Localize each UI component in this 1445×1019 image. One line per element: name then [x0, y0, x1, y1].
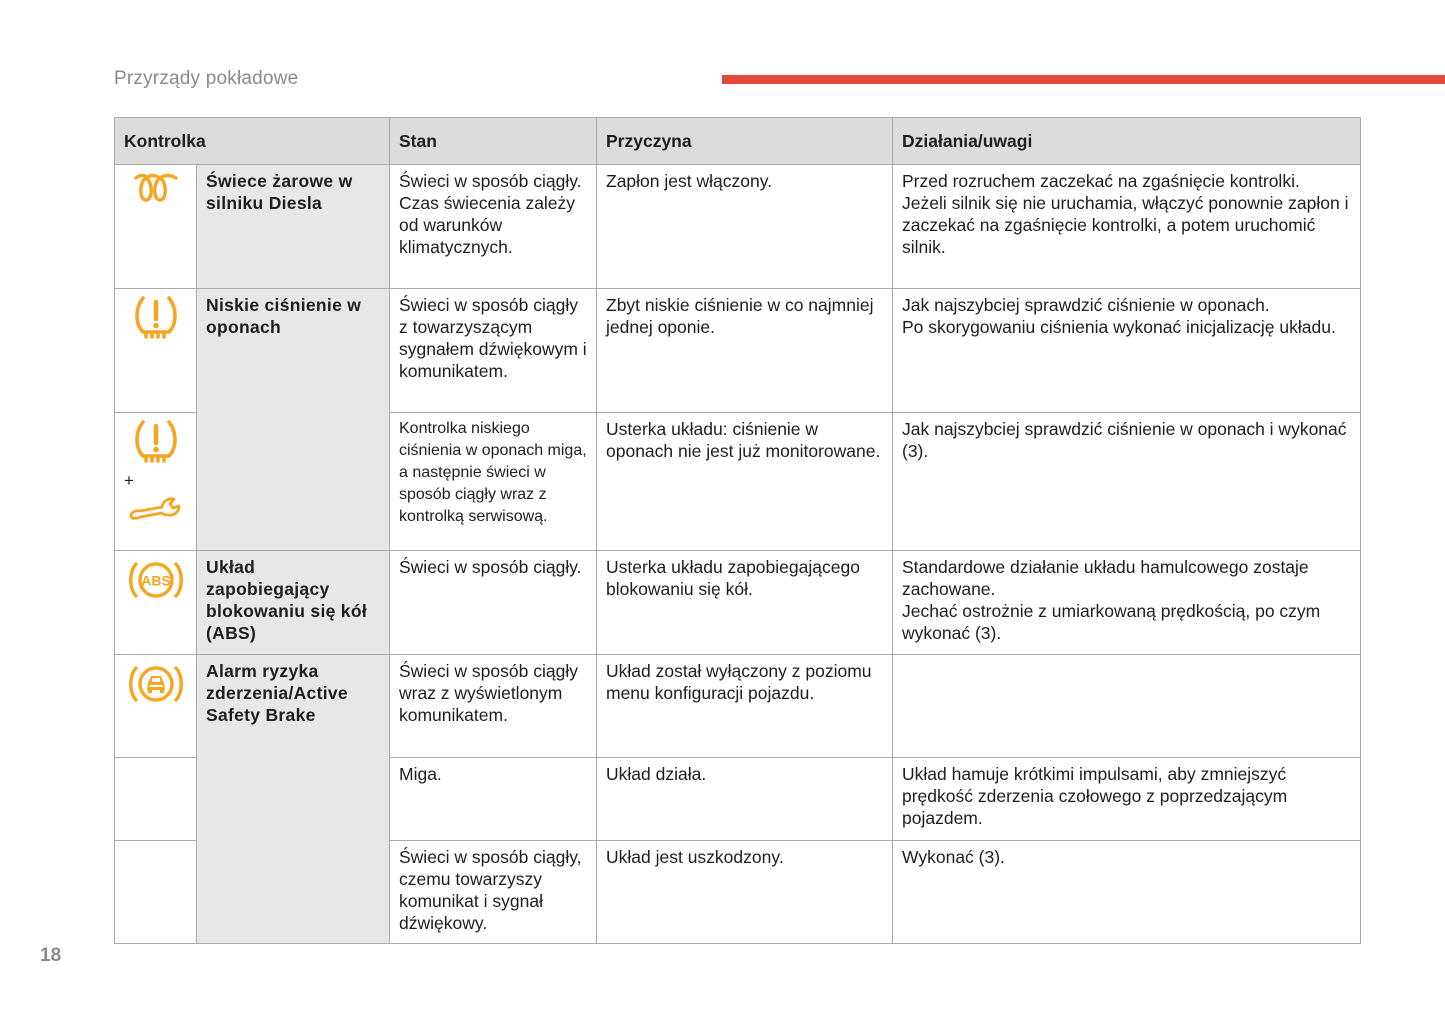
table-row	[115, 655, 1361, 758]
tire-pressure-icon	[132, 418, 180, 466]
section-title: Przyrządy pokładowe	[114, 68, 299, 89]
page-number: 18	[40, 945, 62, 966]
glow-plug-icon	[132, 170, 180, 206]
dzialania-cell: Przed rozruchem zaczekać na zgaśnięcie kontrolki. Jeżeli silnik się nie uruchamia, włączyć ponownie zapłon i zaczekać na zgaśnięcie kontrolki, a potem uruchomić silnik.	[893, 165, 1361, 289]
przyczyna-cell: Zbyt niskie ciśnienie w co najmniej jednej oponie.	[597, 289, 893, 413]
column-header-dzialania: Działania/uwagi	[893, 118, 1361, 165]
stan-cell: Świeci w sposób ciągły.	[390, 551, 597, 655]
icon-cell	[115, 413, 197, 551]
stan-cell: Świeci w sposób ciągły z towarzyszącym sygnałem dźwiękowym i komunikatem.	[390, 289, 597, 413]
table-row	[115, 165, 1361, 289]
column-header-stan: Stan	[390, 118, 597, 165]
icon-cell	[115, 841, 197, 944]
przyczyna-cell: Układ jest uszkodzony.	[597, 841, 893, 944]
stan-cell: Miga.	[390, 758, 597, 841]
icon-cell	[115, 289, 197, 413]
dzialania-cell: Jak najszybciej sprawdzić ciśnienie w oponach. Po skorygowaniu ciśnienia wykonać inicjalizację układu.	[893, 289, 1361, 413]
column-header-przyczyna: Przyczyna	[597, 118, 893, 165]
warning-name: Niskie ciśnienie w oponach	[197, 289, 390, 551]
icon-cell	[115, 655, 197, 758]
dzialania-cell: Standardowe działanie układu hamulcowego zostaje zachowane. Jechać ostrożnie z umiarkowaną prędkością, po czym wykonać (3).	[893, 551, 1361, 655]
collision-alert-icon	[126, 660, 186, 708]
stan-cell: Świeci w sposób ciągły, czemu towarzyszy komunikat i sygnał dźwiękowy.	[390, 841, 597, 944]
przyczyna-cell: Usterka układu zapobiegającego blokowaniu się kół.	[597, 551, 893, 655]
stan-cell: Kontrolka niskiego ciśnienia w oponach miga, a następnie świeci w sposób ciągły wraz z kontrolką serwisową.	[390, 413, 597, 551]
abs-icon	[126, 556, 186, 604]
dzialania-cell: Wykonać (3).	[893, 841, 1361, 944]
abs-label: ABS	[140, 572, 171, 589]
przyczyna-cell: Układ działa.	[597, 758, 893, 841]
warning-name: Układ zapobiegający blokowaniu się kół (ABS)	[197, 551, 390, 655]
warning-lights-table	[114, 117, 1361, 944]
stan-cell: Świeci w sposób ciągły wraz z wyświetlonym komunikatem.	[390, 655, 597, 758]
przyczyna-cell: Usterka układu: ciśnienie w oponach nie jest już monitorowane.	[597, 413, 893, 551]
dzialania-cell: Jak najszybciej sprawdzić ciśnienie w oponach i wykonać (3).	[893, 413, 1361, 551]
table-row	[115, 289, 1361, 413]
dzialania-cell: Układ hamuje krótkimi impulsami, aby zmniejszyć prędkość zderzenia czołowego z poprzedzającym pojazdem.	[893, 758, 1361, 841]
tire-pressure-icon	[132, 294, 180, 342]
table-row	[115, 551, 1361, 655]
icon-cell	[115, 165, 197, 289]
column-header-kontrolka: Kontrolka	[115, 118, 390, 165]
dzialania-cell	[893, 655, 1361, 758]
plus-sign: +	[124, 471, 134, 490]
header-accent-bar	[722, 75, 1445, 84]
przyczyna-cell: Układ został wyłączony z poziomu menu konfiguracji pojazdu.	[597, 655, 893, 758]
warning-name: Świece żarowe w silniku Diesla	[197, 165, 390, 289]
icon-cell	[115, 758, 197, 841]
przyczyna-cell: Zapłon jest włączony.	[597, 165, 893, 289]
stan-cell: Świeci w sposób ciągły. Czas świecenia zależy od warunków klimatycznych.	[390, 165, 597, 289]
table-header-row	[115, 118, 1361, 165]
warning-name: Alarm ryzyka zderzenia/Active Safety Brake	[197, 655, 390, 944]
icon-cell	[115, 551, 197, 655]
wrench-service-icon	[128, 494, 184, 522]
